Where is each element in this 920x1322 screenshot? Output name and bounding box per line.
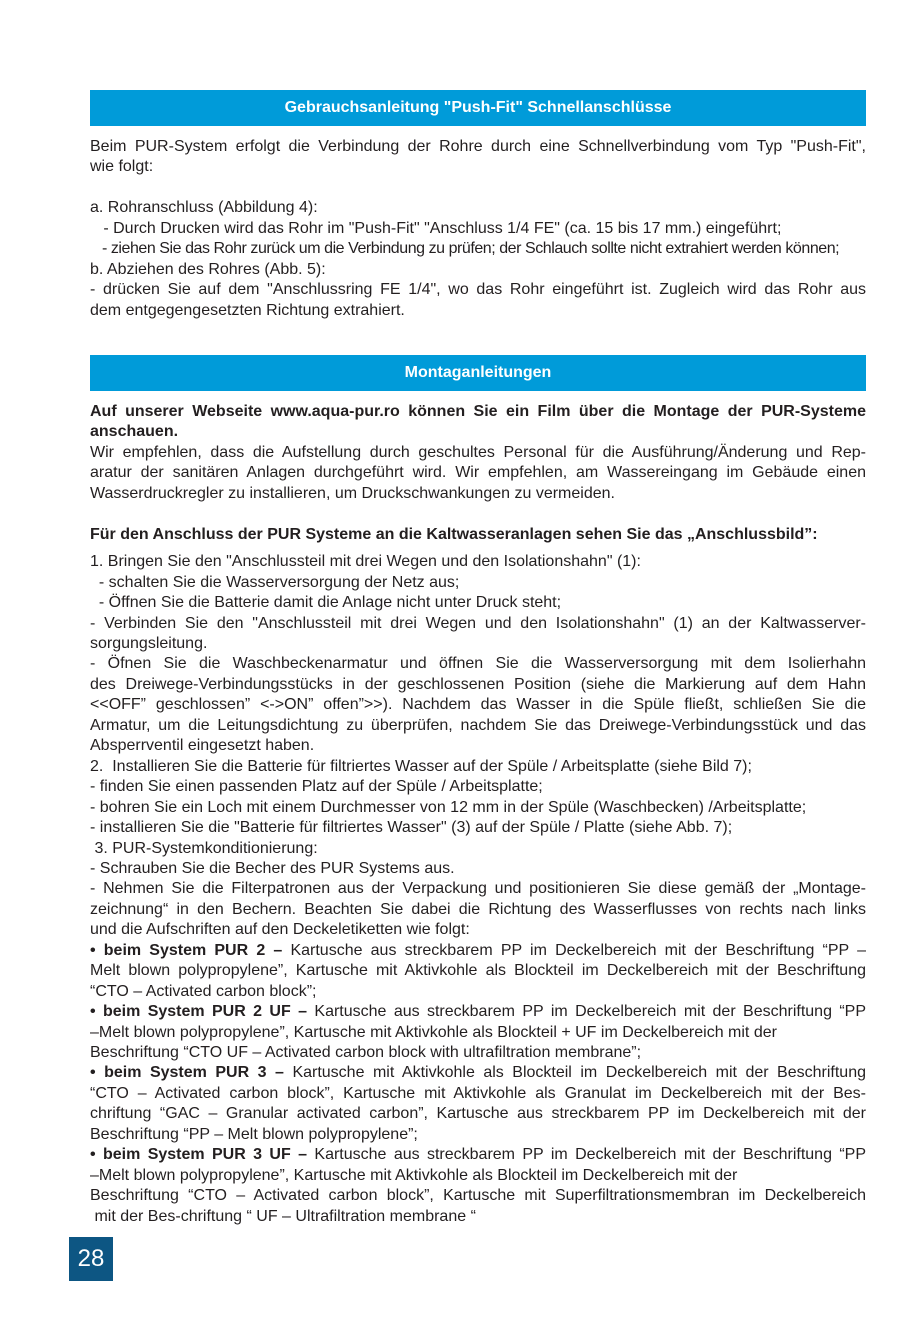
text-line xyxy=(90,818,866,838)
line-text: - finden Sie einen passenden Platz auf der Spüle / Arbeitsplatte; xyxy=(90,778,543,796)
line-text: - Durch Drucken wird das Rohr im "Push-Fit" "Anschluss 1/4 FE" (ca. 15 bis 17 mm.) eingeführt; xyxy=(90,219,782,237)
text-line xyxy=(90,654,866,674)
text-line xyxy=(90,1166,866,1186)
line-text: und die Aufschriften auf den Deckeletiketten wie folgt: xyxy=(90,921,470,939)
text-line xyxy=(90,463,866,483)
text-line xyxy=(90,219,866,239)
line-text: Beim PUR-System erfolgt die Verbindung der Rohre durch eine Schnellverbindung vom Typ "Push-Fit", xyxy=(90,138,866,155)
bold-text: Für den Anschluss der PUR Systeme an die Kaltwasseranlagen sehen Sie das „Anschlussbild”: xyxy=(90,525,818,543)
text-line xyxy=(90,280,866,300)
text-line xyxy=(90,1186,866,1206)
text-line xyxy=(90,1043,866,1063)
text-line xyxy=(90,736,866,756)
text-line xyxy=(90,552,866,572)
line-text: Absperrventil eingesetzt haben. xyxy=(90,737,315,755)
line-text: a. Rohranschluss (Abbildung 4): xyxy=(90,199,318,217)
text-line xyxy=(90,573,866,593)
text-line xyxy=(90,757,866,777)
line-text: Kartusche aus streckbarem PP im Deckelbereich mit der Beschriftung “PP xyxy=(314,1003,867,1021)
line-text: “CTO – Activated carbon block”, Kartusche mit Aktivkohle als Granulat im Deckelbereich mit der Bes- xyxy=(90,1084,866,1102)
text-line xyxy=(90,1084,866,1104)
text-line xyxy=(90,675,866,695)
line-text: - Öffnen Sie die Batterie damit die Anlage nicht unter Druck steht; xyxy=(90,594,562,612)
line-text: 3. PUR-Systemkonditionierung: xyxy=(90,839,318,857)
line-text: dem entgegengesetzten Richtung extrahiert. xyxy=(90,301,405,319)
line-text: - ziehen Sie das Rohr zurück um die Verbindung zu prüfen; der Schlauch sollte nicht extrahiert werden können; xyxy=(90,240,840,258)
text-line xyxy=(90,1063,866,1083)
text-line xyxy=(90,593,866,613)
line-text: - Verbinden Sie den "Anschlussteil mit drei Wegen und den Isolationshahn" (1) an der Kaltwasserver- xyxy=(90,614,866,632)
section-header-push-fit: Gebrauchsanleitung "Push-Fit" Schnellanschlüsse xyxy=(90,90,866,126)
text-line xyxy=(90,1002,866,1022)
montage-instructions xyxy=(90,402,866,1227)
text-line xyxy=(90,1023,866,1043)
text-line xyxy=(90,839,866,859)
text-line xyxy=(90,1104,866,1124)
text-line xyxy=(90,137,866,157)
line-text: Kartusche aus streckbarem PP im Deckelbereich mit der Beschriftung “PP – xyxy=(290,941,866,959)
line-text: aratur der sanitären Anlagen durchgeführt wird. Wir empfehlen, am Wassereingang im Gebäude einen xyxy=(90,464,866,482)
line-text: Beschriftung “CTO – Activated carbon block”, Kartusche mit Superfiltrationsmembran im Deckelbereich xyxy=(90,1187,866,1205)
bold-text: • beim System PUR 3 – xyxy=(90,1064,293,1082)
text-line xyxy=(90,982,866,1002)
text-line xyxy=(90,716,866,736)
line-text: sorgungsleitung. xyxy=(90,634,208,652)
line-text: - Schrauben Sie die Becher des PUR Systems aus. xyxy=(90,859,455,877)
line-text: - schalten Sie die Wasserversorgung der Netz aus; xyxy=(90,573,460,591)
line-text: - Öfnen Sie die Waschbeckenarmatur und öffnen Sie die Wasserversorgung mit dem Isolierhahn xyxy=(90,655,866,673)
line-text: “CTO – Activated carbon block”; xyxy=(90,982,317,1000)
text-line xyxy=(90,1145,866,1165)
line-text: Beschriftung “CTO UF – Activated carbon block with ultrafiltration membrane”; xyxy=(90,1044,642,1062)
line-text: wie folgt: xyxy=(90,158,154,176)
line-text: Armatur, um die Leitungsdichtung zu überprüfen, nachdem Sie das Dreiwege-Verbindungsstück und das xyxy=(90,716,866,734)
page-number: 28 xyxy=(69,1237,113,1281)
line-text: Wir empfehlen, dass die Aufstellung durch geschultes Personal für die Ausführung/Änderung und Rep- xyxy=(90,443,866,461)
text-line xyxy=(90,634,866,654)
line-text: Wasserdruckregler zu installieren, um Druckschwankungen zu vermeiden. xyxy=(90,484,615,502)
line-text: Kartusche aus streckbarem PP im Deckelbereich mit der Beschriftung “PP xyxy=(314,1146,867,1164)
text-line xyxy=(90,961,866,981)
line-text: - installieren Sie die "Batterie für filtriertes Wasser" (3) auf der Spüle / Platte (siehe Abb. 7); xyxy=(90,819,733,837)
bold-text: anschauen. xyxy=(90,423,179,441)
line-text: mit der Bes-chriftung “ UF – Ultrafiltration membrane “ xyxy=(90,1207,476,1225)
text-line xyxy=(90,777,866,797)
text-line xyxy=(90,859,866,879)
text-line xyxy=(90,614,866,634)
text-line xyxy=(90,1125,866,1145)
line-text: - bohren Sie ein Loch mit einem Durchmesser von 12 mm in der Spüle (Waschbecken) /Arbeitsplatte; xyxy=(90,798,807,816)
text-line xyxy=(90,900,866,920)
text-line xyxy=(90,260,866,280)
text-line xyxy=(90,443,866,463)
text-line xyxy=(90,798,866,818)
line-text: des Dreiwege-Verbindungsstücks in der geschlossenen Position (siehe die Markierung auf dem Hahn xyxy=(90,675,866,693)
line-text: Melt blown polypropylene”, Kartusche mit Aktivkohle als Blockteil im Deckelbereich mit der Beschriftung xyxy=(90,962,866,980)
text-line xyxy=(90,941,866,961)
bold-text: • beim System PUR 2 UF – xyxy=(90,1003,315,1021)
text-line xyxy=(90,484,866,504)
line-text: Kartusche mit Aktivkohle als Blockteil im Deckelbereich mit der Beschriftung xyxy=(292,1064,866,1082)
text-line xyxy=(90,402,866,422)
bold-text: • beim System PUR 2 – xyxy=(90,941,291,959)
line-text: 2. Installieren Sie die Batterie für filtriertes Wasser auf der Spüle / Arbeitsplatte (siehe Bild 7); xyxy=(90,757,752,775)
text-line xyxy=(90,239,866,259)
line-text: Beschriftung “PP – Melt blown polypropylene”; xyxy=(90,1125,418,1143)
line-text: <<OFF” geschlossen” <->ON” offen”>>). Nachdem das Wasser in die Spüle fließt, schließen Sie die xyxy=(90,696,866,714)
text-line xyxy=(90,301,866,321)
line-text: 1. Bringen Sie den "Anschlussteil mit drei Wegen und den Isolationshahn" (1): xyxy=(90,553,641,571)
text-line xyxy=(90,879,866,899)
text-line xyxy=(90,920,866,940)
text-line xyxy=(90,422,866,442)
text-line xyxy=(90,157,866,177)
push-fit-instructions xyxy=(90,137,866,321)
line-text: b. Abziehen des Rohres (Abb. 5): xyxy=(90,260,326,278)
line-text: zeichnung“ in den Bechern. Beachten Sie dabei die Richtung des Wasserflusses von rechts nach links xyxy=(90,900,866,918)
text-line xyxy=(90,695,866,715)
line-text: –Melt blown polypropylene”, Kartusche mit Aktivkohle als Blockteil + UF im Deckelbereich mit der xyxy=(90,1023,777,1041)
text-line xyxy=(90,198,866,218)
bold-text: Auf unserer Webseite www.aqua-pur.ro können Sie ein Film über die Montage der PUR-Systeme xyxy=(90,403,866,420)
line-text: - drücken Sie auf dem "Anschlussring FE 1/4", wo das Rohr eingeführt ist. Zugleich wird das Rohr aus xyxy=(90,281,866,299)
text-line xyxy=(90,1207,866,1227)
line-text: chriftung “GAC – Granular activated carbon”, Kartusche aus streckbarem PP im Deckelbereich mit der xyxy=(90,1105,866,1123)
text-line xyxy=(90,525,866,545)
line-text: - Nehmen Sie die Filterpatronen aus der Verpackung und positionieren Sie diese gemäß der „Montage- xyxy=(90,880,866,898)
section-header-montage: Montaganleitungen xyxy=(90,355,866,391)
line-text: –Melt blown polypropylene”, Kartusche mit Aktivkohle als Blockteil im Deckelbereich mit der xyxy=(90,1166,738,1184)
bold-text: • beim System PUR 3 UF – xyxy=(90,1146,315,1164)
